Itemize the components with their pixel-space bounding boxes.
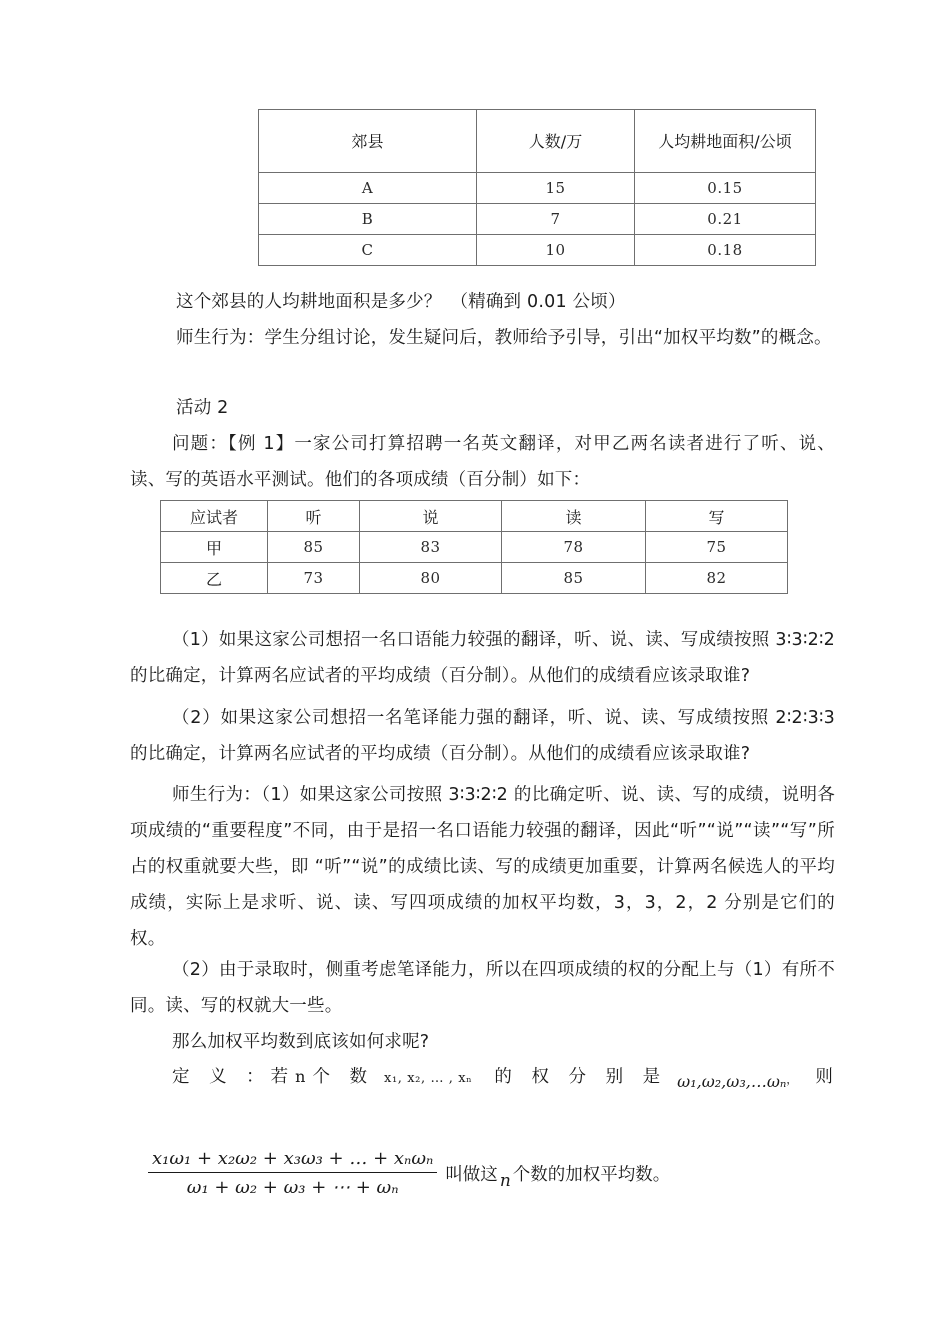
table-row: [161, 563, 788, 594]
teacher-action-3-text: （2）由于录取时，侧重考虑笔译能力，所以在四项成绩的权的分配上与（1）有所不同。读、写的权就大一些。: [130, 960, 835, 1016]
cell-candidate-yi: 乙: [161, 563, 268, 594]
definition-values: x₁, x₂, … , xₙ: [384, 1071, 473, 1086]
cell-yi-writing: 82: [646, 563, 788, 594]
activity-2-label: 活动 2: [176, 398, 229, 418]
definition-line: [172, 1060, 832, 1096]
problem-intro-paragraph: [130, 426, 835, 498]
definition-part-4: 则: [815, 1067, 833, 1087]
definition-var-n: n: [295, 1067, 313, 1086]
cell-county-b: B: [259, 204, 477, 235]
cell-county-c: C: [259, 235, 477, 266]
teacher-action-1-paragraph: [176, 320, 832, 356]
cell-county-a: A: [259, 173, 477, 204]
formula-tail-var: n: [499, 1170, 511, 1191]
lead-in-question-text: 那么加权平均数到底该如何求呢?: [172, 1032, 430, 1052]
definition-part-2: 个 数: [312, 1067, 375, 1087]
cell-yi-listening: 73: [268, 563, 360, 594]
table-row: [259, 235, 816, 266]
header-area-per-capita: 人均耕地面积/公顷: [635, 110, 816, 173]
activity-2-heading: [176, 390, 229, 426]
cell-population-a: 15: [477, 173, 635, 204]
teacher-action-3-paragraph: [130, 952, 835, 1024]
scores-table: [160, 500, 788, 594]
header-population: 人数/万: [477, 110, 635, 173]
cell-area-b: 0.21: [635, 204, 816, 235]
cell-yi-reading: 85: [502, 563, 646, 594]
cell-jia-reading: 78: [502, 532, 646, 563]
formula-denominator: ω₁ + ω₂ + ω₃ + ⋯ + ωₙ: [186, 1177, 399, 1198]
question-area-paragraph: [176, 284, 626, 320]
teacher-action-2-paragraph: [130, 777, 835, 957]
table-row: [161, 532, 788, 563]
table-header-row: [161, 501, 788, 532]
header-candidate: 应试者: [161, 501, 268, 532]
formula-tail: [445, 1161, 671, 1191]
teacher-action-1-text: 师生行为：学生分组讨论，发生疑问后，教师给予引导，引出“加权平均数”的概念。: [176, 328, 832, 348]
cell-area-a: 0.15: [635, 173, 816, 204]
formula-tail-before: 叫做这: [445, 1164, 498, 1185]
question-2-paragraph: [130, 700, 835, 772]
formula-fraction: [148, 1148, 437, 1198]
problem-intro-text: 问题：【例 1】一家公司打算招聘一名英文翻译，对甲乙两名读者进行了听、说、读、写的英语水平测试。他们的各项成绩（百分制）如下：: [130, 434, 835, 490]
cell-jia-speaking: 83: [360, 532, 502, 563]
cell-area-c: 0.18: [635, 235, 816, 266]
definition-part-3: 的 权 分 别 是: [494, 1067, 668, 1087]
cell-jia-writing: 75: [646, 532, 788, 563]
table-row: [259, 204, 816, 235]
question-area-text: 这个郊县的人均耕地面积是多少？ （精确到 0.01 公顷）: [176, 292, 626, 312]
question-2-text: （2）如果这家公司想招一名笔译能力强的翻译，听、说、读、写成绩按照 2∶2∶3∶3 的比确定，计算两名应试者的平均成绩（百分制）。从他们的成绩看应该录取谁?: [130, 708, 835, 764]
cell-yi-speaking: 80: [360, 563, 502, 594]
table-row: [259, 173, 816, 204]
land-area-table: [258, 109, 816, 266]
header-listening: 听: [268, 501, 360, 532]
definition-trailing-mark: ，: [786, 1073, 798, 1086]
definition-label: 定 义 ：: [172, 1067, 271, 1087]
definition-weights: ω₁,ω₂,ω₃,…ωₙ: [677, 1072, 787, 1091]
definition-part-1: 若: [270, 1067, 296, 1087]
header-county: 郊县: [259, 110, 477, 173]
cell-jia-listening: 85: [268, 532, 360, 563]
cell-population-c: 10: [477, 235, 635, 266]
header-reading: 读: [502, 501, 646, 532]
question-1-text: （1）如果这家公司想招一名口语能力较强的翻译，听、说、读、写成绩按照 3∶3∶2∶2 的比确定，计算两名应试者的平均成绩（百分制）。从他们的成绩看应该录取谁?: [130, 630, 835, 686]
header-speaking: 说: [360, 501, 502, 532]
cell-candidate-jia: 甲: [161, 532, 268, 563]
formula-tail-after: 个数的加权平均数。: [512, 1164, 671, 1185]
header-writing: 写: [646, 501, 788, 532]
table-header-row: [259, 110, 816, 173]
weighted-average-formula: [148, 1148, 670, 1198]
lead-in-question-paragraph: [172, 1024, 429, 1060]
formula-numerator: x₁ω₁ + x₂ω₂ + x₃ω₃ + … + xₙωₙ: [148, 1148, 437, 1173]
cell-population-b: 7: [477, 204, 635, 235]
teacher-action-2-text: 师生行为：（1）如果这家公司按照 3∶3∶2∶2 的比确定听、说、读、写的成绩，说明各项成绩的“重要程度”不同，由于是招一名口语能力较强的翻译，因此“听”“说”“读”“写”所占的权重就要大些，即 “听”“说”的成绩比读、写的成绩更加重要，计算两名候选人的平均成绩，实际上是求听、说、读、写四项成绩的加权平均数，3，3，2，2 分别是它们的权。: [130, 785, 835, 949]
question-1-paragraph: [130, 622, 835, 694]
